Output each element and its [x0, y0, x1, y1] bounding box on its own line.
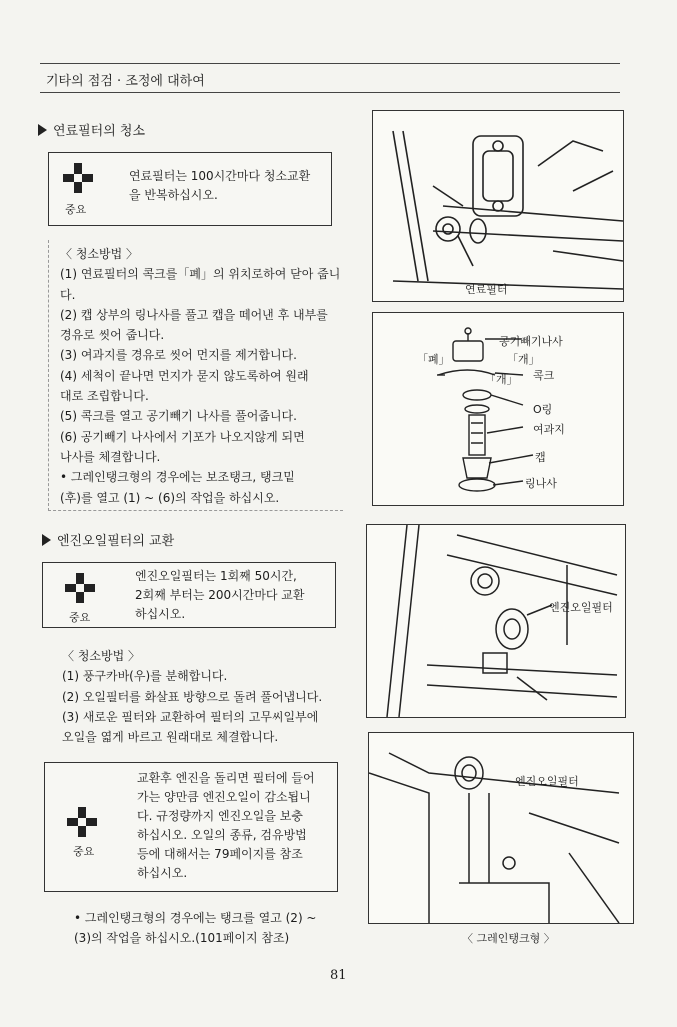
oil-filter-heading-text: 엔진오일필터의 교환 [57, 534, 175, 549]
step: 대로 조립합니다. [60, 389, 149, 404]
header-title: 기타의 점검 · 조정에 대하여 [46, 74, 205, 89]
oil-important-box-2 [44, 762, 338, 892]
fuel-filter-location-figure [372, 110, 624, 302]
step: (3) 여과지를 경유로 씻어 먼지를 제거합니다. [60, 348, 297, 363]
step: 나사를 체결합니다. [60, 449, 161, 464]
step: (4) 세척이 끝나면 먼지가 묻지 않도록하여 원래 [60, 368, 309, 383]
oil-important-box [42, 562, 336, 628]
step: (2) 캡 상부의 링나사를 풀고 캡을 떼어낸 후 내부를 [60, 307, 328, 322]
step: (1) 풍구카바(우)를 분해합니다. [62, 669, 228, 684]
step: (3) 새로운 필터와 교환하여 필터의 고무씨일부에 [62, 709, 319, 724]
method-title: 〈 청소방법 〉 [60, 247, 138, 261]
fuel-filter-exploded-figure [372, 312, 624, 506]
oil-important-text: 엔진오일필터는 1회째 50시간, 2회째 부터는 200시간마다 교환 하십시오. [135, 569, 305, 621]
machine-drawing-4 [369, 733, 633, 923]
cock-callout: 콕크 [533, 369, 555, 382]
important-label: 중요 [69, 611, 91, 624]
triangle-bullet-icon [42, 534, 51, 546]
oil-important-text-2: 교환후 엔진을 돌리면 필터에 들어 가는 양만큼 엔진오일이 감소됩니 다. 규정량까지 엔진오일을 보충 하십시오. 오일의 종류, 검유방법 등에 대해서는 79페이지를 참조 하십시오. [137, 771, 315, 880]
grain-tank-note: • 그레인탱크형의 경우에는 탱크를 열고 (2) ~ (3)의 작업을 하십시오.(101페이지 참조) [74, 911, 317, 945]
open-callout-2: 「개」 [485, 373, 518, 386]
step: 다. [60, 287, 76, 302]
important-label: 중요 [73, 845, 95, 858]
o-ring-callout: O링 [533, 403, 553, 416]
step: (5) 콕크를 열고 공기빼기 나사를 풀어줍니다. [60, 409, 297, 424]
step: (후)를 열고 (1) ~ (6)의 작업을 하십시오. [60, 490, 280, 505]
engine-oil-filter-callout: 엔진오일필터 [515, 775, 579, 788]
machine-drawing-3 [367, 525, 625, 717]
important-cross-icon [65, 573, 95, 603]
step: • 그레인탱크형의 경우에는 보조탱크, 탱크밑 [60, 470, 295, 485]
page-number: 81 [330, 968, 347, 983]
fuel-method-list [60, 244, 340, 508]
step: 오일을 엷게 바르고 원래대로 체결합니다. [62, 730, 279, 745]
machine-drawing-1 [373, 111, 623, 301]
fuel-important-text: 연료필터는 100시간마다 청소교환 을 반복하십시오. [129, 169, 311, 202]
open-callout: 「개」 [507, 353, 540, 366]
fuel-filter-callout: 연료필터 [465, 283, 508, 296]
exploded-drawing [373, 313, 623, 505]
ring-screw-callout: 링나사 [525, 477, 557, 490]
filter-paper-callout: 여과지 [533, 423, 565, 436]
step: 경유로 씻어 줍니다. [60, 328, 165, 343]
step: (6) 공기빼기 나사에서 기포가 나오지않게 되면 [60, 429, 305, 444]
fuel-important-box [48, 152, 332, 226]
oil-method-list [62, 646, 322, 747]
grain-tank-oil-filter-figure [368, 732, 634, 924]
air-vent-screw-callout: 공기빼기나사 [499, 335, 563, 348]
closed-callout: 「폐」 [417, 353, 450, 366]
engine-oil-filter-figure [366, 524, 626, 718]
engine-oil-filter-callout: 엔진오일필터 [549, 601, 613, 614]
page-header [40, 63, 620, 93]
important-label: 중요 [65, 203, 87, 216]
important-cross-icon [67, 807, 97, 837]
triangle-bullet-icon [38, 124, 47, 136]
important-cross-icon [63, 163, 93, 193]
oil-filter-heading [42, 530, 174, 549]
cap-callout: 캡 [535, 451, 546, 464]
step: (2) 오일필터를 화살표 방향으로 돌려 풀어냅니다. [62, 689, 323, 704]
grain-tank-caption: 〈 그레인탱크형 〉 [462, 932, 555, 945]
fuel-filter-heading-text: 연료필터의 청소 [53, 124, 146, 139]
fuel-filter-heading [38, 120, 145, 139]
step: (1) 연료필터의 콕크를「폐」의 위치로하여 닫아 줍니 [60, 267, 341, 282]
method-title: 〈 청소방법 〉 [62, 649, 140, 663]
